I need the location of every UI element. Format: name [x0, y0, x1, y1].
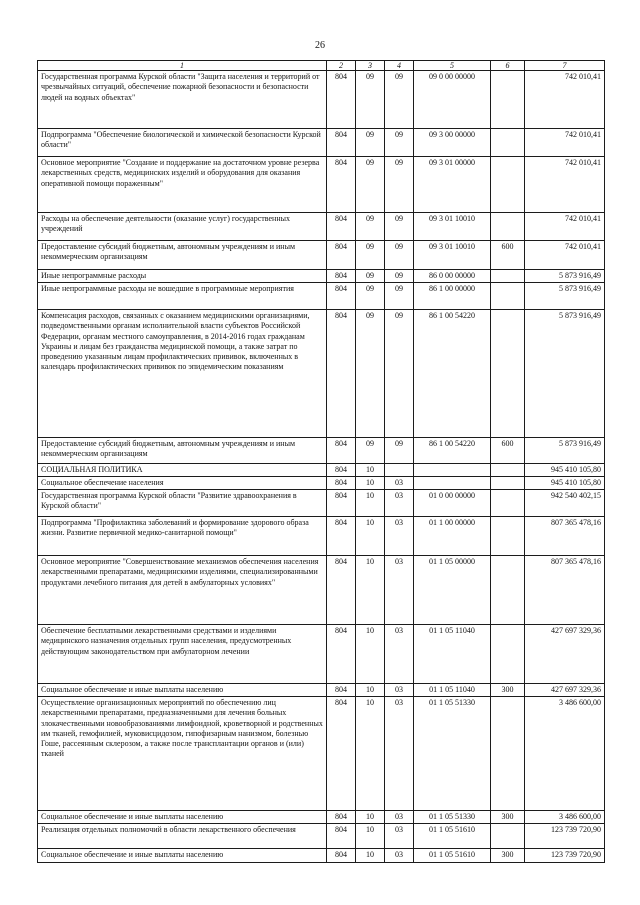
subsection-code: 03 — [385, 625, 414, 684]
column-number: 4 — [385, 61, 414, 71]
row-name: Государственная программа Курской области "Развитие здравоохранения в Курской области" — [38, 490, 327, 517]
expense-type-code: 300 — [491, 684, 525, 697]
section-code: 10 — [356, 849, 385, 863]
table-row — [38, 241, 605, 270]
table-row — [38, 157, 605, 213]
table-row — [38, 464, 605, 477]
target-article-code: 86 1 00 54220 — [414, 310, 491, 438]
amount: 5 873 916,49 — [525, 438, 605, 464]
table-row — [38, 283, 605, 310]
expense-type-code — [491, 213, 525, 241]
ministry-code: 804 — [327, 477, 356, 490]
section-code: 09 — [356, 213, 385, 241]
ministry-code: 804 — [327, 849, 356, 863]
ministry-code: 804 — [327, 310, 356, 438]
subsection-code: 03 — [385, 811, 414, 824]
row-name: Государственная программа Курской области "Защита населения и территорий от чрезвычайных ситуаций, обеспечение пожарной безопасности и безопасности людей на водных объектах" — [38, 71, 327, 129]
section-code: 09 — [356, 270, 385, 283]
amount: 427 697 329,36 — [525, 625, 605, 684]
subsection-code: 03 — [385, 684, 414, 697]
row-name: Подпрограмма "Обеспечение биологической и химической безопасности Курской области" — [38, 129, 327, 157]
amount: 5 873 916,49 — [525, 310, 605, 438]
ministry-code: 804 — [327, 270, 356, 283]
amount: 3 486 600,00 — [525, 811, 605, 824]
ministry-code: 804 — [327, 157, 356, 213]
section-code: 10 — [356, 824, 385, 849]
row-name: Реализация отдельных полномочий в области лекарственного обеспечения — [38, 824, 327, 849]
subsection-code: 09 — [385, 438, 414, 464]
row-name: Предоставление субсидий бюджетным, автономным учреждениям и иным некоммерческим организациям — [38, 241, 327, 270]
row-name: Компенсация расходов, связанных с оказанием медицинскими организациями, подведомственными органам исполнительной власти субъектов Российской Федерации, органам местного самоуправления, в 2014-2016 годах гражданам Украины и лицам без гражданства медицинской помощи, а также затрат по проведению указанным лицам профилактических прививок, включенных в календарь профилактических прививок по эпидемическим показаниям — [38, 310, 327, 438]
column-number: 3 — [356, 61, 385, 71]
expense-type-code — [491, 697, 525, 811]
target-article-code — [414, 477, 491, 490]
expense-type-code — [491, 464, 525, 477]
amount: 427 697 329,36 — [525, 684, 605, 697]
page-number: 26 — [315, 40, 325, 51]
target-article-code: 09 0 00 00000 — [414, 71, 491, 129]
amount: 945 410 105,80 — [525, 464, 605, 477]
subsection-code: 09 — [385, 157, 414, 213]
target-article-code: 01 0 00 00000 — [414, 490, 491, 517]
subsection-code: 09 — [385, 71, 414, 129]
target-article-code: 09 3 00 00000 — [414, 129, 491, 157]
expense-type-code — [491, 283, 525, 310]
subsection-code: 09 — [385, 213, 414, 241]
expense-type-code — [491, 824, 525, 849]
target-article-code: 01 1 05 11040 — [414, 625, 491, 684]
table-row — [38, 129, 605, 157]
column-number: 7 — [525, 61, 605, 71]
expense-type-code: 600 — [491, 438, 525, 464]
target-article-code: 09 3 01 10010 — [414, 241, 491, 270]
expense-type-code: 300 — [491, 849, 525, 863]
expense-type-code — [491, 556, 525, 625]
amount: 807 365 478,16 — [525, 517, 605, 556]
section-code: 10 — [356, 697, 385, 811]
table-row — [38, 811, 605, 824]
expense-type-code — [491, 490, 525, 517]
ministry-code: 804 — [327, 517, 356, 556]
amount: 742 010,41 — [525, 129, 605, 157]
subsection-code: 09 — [385, 310, 414, 438]
amount: 807 365 478,16 — [525, 556, 605, 625]
ministry-code: 804 — [327, 213, 356, 241]
ministry-code: 804 — [327, 438, 356, 464]
table-row — [38, 213, 605, 241]
ministry-code: 804 — [327, 684, 356, 697]
expense-type-code: 600 — [491, 241, 525, 270]
row-name: Основное мероприятие "Создание и поддержание на достаточном уровне резерва лекарственных средств, медицинских изделий и оборудования для оказания оперативной помощи пораженным" — [38, 157, 327, 213]
subsection-code: 03 — [385, 849, 414, 863]
row-name: Подпрограмма "Профилактика заболеваний и формирование здорового образа жизни. Развитие первичной медико-санитарной помощи" — [38, 517, 327, 556]
amount: 123 739 720,90 — [525, 849, 605, 863]
expense-type-code — [491, 310, 525, 438]
section-code: 10 — [356, 464, 385, 477]
table-row — [38, 556, 605, 625]
expense-type-code: 300 — [491, 811, 525, 824]
ministry-code: 804 — [327, 129, 356, 157]
ministry-code: 804 — [327, 811, 356, 824]
row-name: СОЦИАЛЬНАЯ ПОЛИТИКА — [38, 464, 327, 477]
table-row — [38, 438, 605, 464]
target-article-code: 01 1 05 00000 — [414, 556, 491, 625]
row-name: Расходы на обеспечение деятельности (оказание услуг) государственных учреждений — [38, 213, 327, 241]
budget-table — [37, 60, 605, 863]
ministry-code: 804 — [327, 283, 356, 310]
expense-type-code — [491, 129, 525, 157]
table-row — [38, 824, 605, 849]
ministry-code: 804 — [327, 241, 356, 270]
target-article-code: 09 3 01 00000 — [414, 157, 491, 213]
ministry-code: 804 — [327, 824, 356, 849]
section-code: 09 — [356, 283, 385, 310]
expense-type-code — [491, 270, 525, 283]
expense-type-code — [491, 477, 525, 490]
subsection-code: 09 — [385, 270, 414, 283]
subsection-code: 09 — [385, 241, 414, 270]
row-name: Иные непрограммные расходы не вошедшие в программные мероприятия — [38, 283, 327, 310]
ministry-code: 804 — [327, 556, 356, 625]
amount: 123 739 720,90 — [525, 824, 605, 849]
row-name: Социальное обеспечение и иные выплаты населению — [38, 811, 327, 824]
section-code: 10 — [356, 556, 385, 625]
target-article-code: 01 1 05 51610 — [414, 849, 491, 863]
section-code: 10 — [356, 684, 385, 697]
table-row — [38, 625, 605, 684]
column-number-row — [38, 61, 605, 71]
amount: 5 873 916,49 — [525, 270, 605, 283]
section-code: 10 — [356, 811, 385, 824]
target-article-code: 01 1 05 51330 — [414, 811, 491, 824]
target-article-code: 09 3 01 10010 — [414, 213, 491, 241]
subsection-code: 09 — [385, 283, 414, 310]
ministry-code: 804 — [327, 697, 356, 811]
subsection-code: 03 — [385, 697, 414, 811]
column-number: 6 — [491, 61, 525, 71]
section-code: 10 — [356, 625, 385, 684]
section-code: 10 — [356, 490, 385, 517]
row-name: Осуществление организационных мероприятий по обеспечению лиц лекарственными препаратами, предназначенными для лечения больных злокачественными новообразованиями лимфоидной, кроветворной и родственных им тканей, гемофилией, муковисцидозом, гипофизарным нанизмом, болезнью Гоше, рассеянным склерозом, а также после трансплантации органов и (или) тканей — [38, 697, 327, 811]
ministry-code: 804 — [327, 625, 356, 684]
row-name: Социальное обеспечение населения — [38, 477, 327, 490]
target-article-code: 01 1 05 11040 — [414, 684, 491, 697]
amount: 942 540 402,15 — [525, 490, 605, 517]
target-article-code — [414, 464, 491, 477]
row-name: Обеспечение бесплатными лекарственными средствами и изделиями медицинского назначения отдельных групп населения, предусмотренных действующим законодательством при амбулаторном лечении — [38, 625, 327, 684]
target-article-code: 01 1 00 00000 — [414, 517, 491, 556]
section-code: 09 — [356, 157, 385, 213]
table-row — [38, 490, 605, 517]
section-code: 09 — [356, 310, 385, 438]
amount: 742 010,41 — [525, 213, 605, 241]
table-row — [38, 697, 605, 811]
target-article-code: 86 1 00 54220 — [414, 438, 491, 464]
section-code: 09 — [356, 241, 385, 270]
table-row — [38, 517, 605, 556]
subsection-code: 03 — [385, 517, 414, 556]
row-name: Социальное обеспечение и иные выплаты населению — [38, 684, 327, 697]
table-row — [38, 270, 605, 283]
subsection-code: 03 — [385, 824, 414, 849]
amount: 742 010,41 — [525, 241, 605, 270]
expense-type-code — [491, 71, 525, 129]
subsection-code: 09 — [385, 129, 414, 157]
target-article-code: 01 1 05 51330 — [414, 697, 491, 811]
section-code: 09 — [356, 129, 385, 157]
subsection-code: 03 — [385, 477, 414, 490]
amount: 945 410 105,80 — [525, 477, 605, 490]
target-article-code: 86 0 00 00000 — [414, 270, 491, 283]
subsection-code — [385, 464, 414, 477]
column-number: 1 — [38, 61, 327, 71]
column-number: 5 — [414, 61, 491, 71]
expense-type-code — [491, 517, 525, 556]
amount: 5 873 916,49 — [525, 283, 605, 310]
section-code: 09 — [356, 71, 385, 129]
table-row — [38, 477, 605, 490]
expense-type-code — [491, 157, 525, 213]
subsection-code: 03 — [385, 556, 414, 625]
row-name: Иные непрограммные расходы — [38, 270, 327, 283]
row-name: Предоставление субсидий бюджетным, автономным учреждениям и иным некоммерческим организациям — [38, 438, 327, 464]
subsection-code: 03 — [385, 490, 414, 517]
ministry-code: 804 — [327, 464, 356, 477]
row-name: Социальное обеспечение и иные выплаты населению — [38, 849, 327, 863]
column-number: 2 — [327, 61, 356, 71]
target-article-code: 86 1 00 00000 — [414, 283, 491, 310]
section-code: 10 — [356, 477, 385, 490]
table-row — [38, 310, 605, 438]
section-code: 09 — [356, 438, 385, 464]
ministry-code: 804 — [327, 490, 356, 517]
table-row — [38, 849, 605, 863]
amount: 742 010,41 — [525, 157, 605, 213]
amount: 742 010,41 — [525, 71, 605, 129]
row-name: Основное мероприятие "Совершенствование механизмов обеспечения населения лекарственными препаратами, медицинскими изделиями, специализированными продуктами лечебного питания для детей в амбулаторных условиях" — [38, 556, 327, 625]
target-article-code: 01 1 05 51610 — [414, 824, 491, 849]
amount: 3 486 600,00 — [525, 697, 605, 811]
ministry-code: 804 — [327, 71, 356, 129]
table-row — [38, 684, 605, 697]
expense-type-code — [491, 625, 525, 684]
section-code: 10 — [356, 517, 385, 556]
table-row — [38, 71, 605, 129]
